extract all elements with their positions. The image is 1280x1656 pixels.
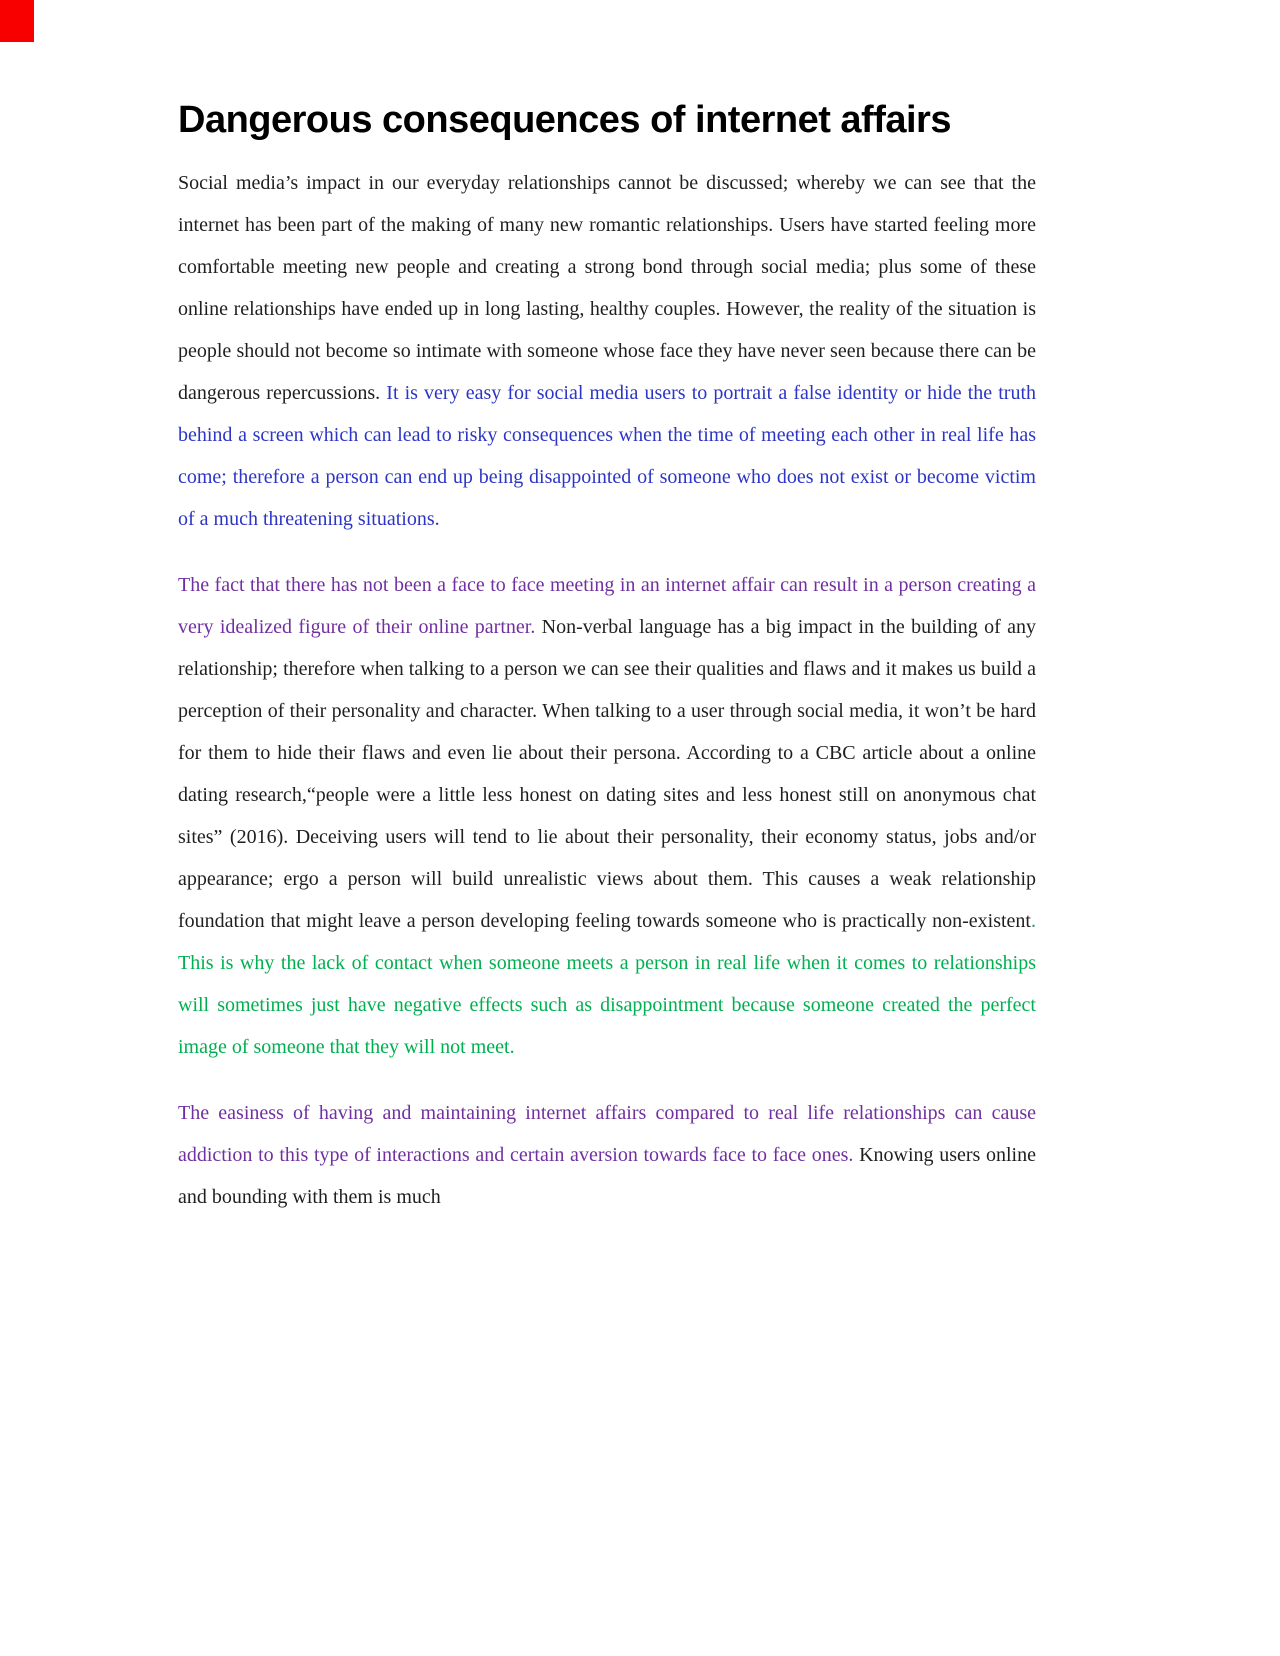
text-segment: Social media’s impact in our everyday relationships cannot be discussed; whereby we can see that the internet has been part of the making of many new romantic relationships. Users have started feeling more comfortable meeting new people and creating a strong bond through social media; plus some of these online relationships have ended up in long lasting, healthy couples. However, the reality of the situation is people should not become so intimate with someone whose face they have never seen because there can be dangerous repercussions. [178, 171, 1036, 404]
text-segment: Knowing users online and bounding with them is much [178, 1143, 1036, 1208]
document-content [178, 98, 1036, 1242]
document-title: Dangerous consequences of internet affairs [178, 99, 951, 141]
text-segment: It is very easy for social media users to portrait a false identity or hide the truth behind a screen which can lead to risky consequences when the time of meeting each other in real life has come; therefore a person can end up being disappointed of someone who does not exist or become victim of a much threatening situations. [178, 381, 1037, 530]
text-segment: The easiness of having and maintaining internet affairs compared to real life relationships can cause addiction to this type of interactions and certain aversion towards face to face ones. [178, 1101, 1036, 1166]
text-segment: The fact that there has not been a face to face meeting in an internet affair can result in a person creating a very idealized figure of their online partner. [178, 573, 1036, 638]
red-corner-marker [0, 0, 34, 42]
paragraph [178, 1092, 1036, 1218]
text-segment: . This is why the lack of contact when someone meets a person in real life when it comes to relationships will sometimes just have negative effects such as disappointment because someone created the perfect image of someone that they will not meet. [178, 909, 1036, 1058]
paragraph [178, 162, 1036, 540]
paragraph [178, 564, 1036, 1068]
text-segment: Non-verbal language has a big impact in the building of any relationship; therefore when talking to a person we can see their qualities and flaws and it makes us build a perception of their personality and character. When talking to a user through social media, it won’t be hard for them to hide their flaws and even lie about their persona. According to a CBC article about a online dating research,“people were a little less honest on dating sites and less honest still on anonymous chat sites” (2016). Deceiving users will tend to lie about their personality, their economy status, jobs and/or appearance; ergo a person will build unrealistic views about them. This causes a weak relationship foundation that might leave a person developing feeling towards someone who is practically non-existent [178, 615, 1036, 932]
